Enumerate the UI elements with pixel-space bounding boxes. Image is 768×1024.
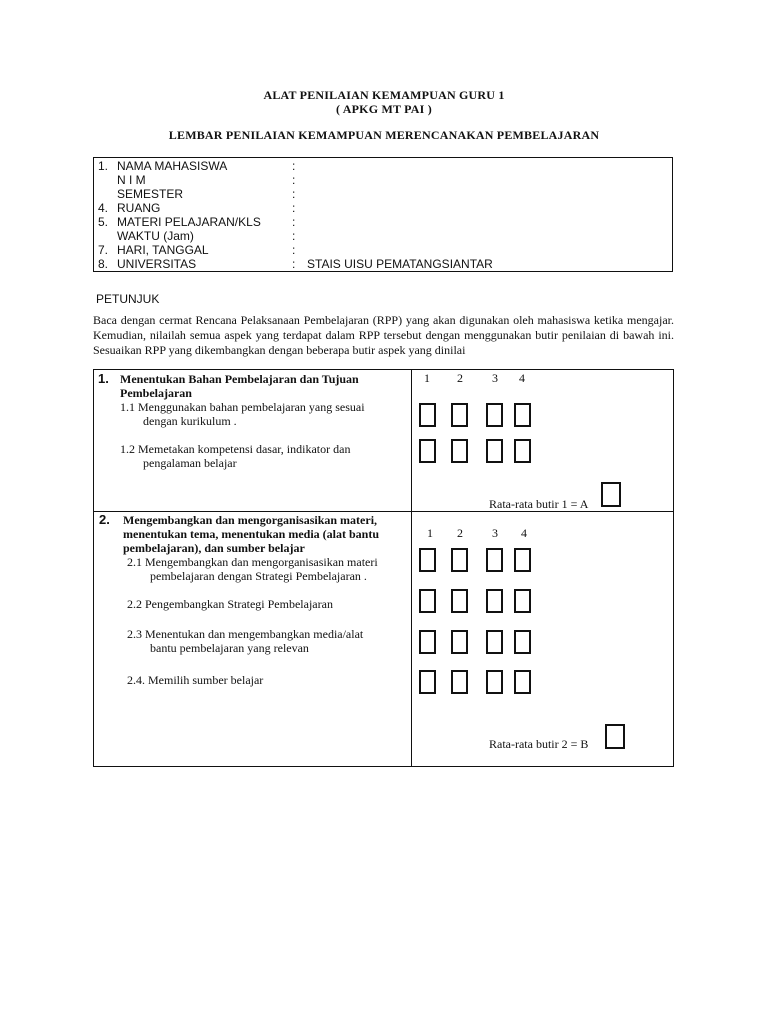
scale-label-1: 1	[424, 371, 430, 385]
row-colon: :	[292, 257, 296, 271]
row-colon: :	[292, 173, 296, 187]
scale-label-2: 2	[457, 371, 463, 385]
score-box-2-2-2[interactable]	[451, 589, 468, 613]
score-box-2-2-3[interactable]	[486, 589, 503, 613]
score-box-2-1-3[interactable]	[486, 548, 503, 572]
score-box-2-2-4[interactable]	[514, 589, 531, 613]
row-label: NAMA MAHASISWA	[117, 159, 228, 173]
form-subtitle: LEMBAR PENILAIAN KEMAMPUAN MERENCANAKAN PEMBELAJARAN	[168, 128, 600, 142]
section-1-average-box[interactable]	[601, 482, 621, 507]
score-box-1-2-2[interactable]	[451, 439, 468, 463]
row-label: SEMESTER	[117, 187, 184, 201]
row-colon: :	[292, 215, 296, 229]
row-number: 8.	[98, 257, 109, 271]
instructions-heading: PETUNJUK	[96, 292, 160, 306]
identity-row-name	[94, 159, 672, 173]
row-colon: :	[292, 187, 296, 201]
section-1-title-line1: Menentukan Bahan Pembelajaran dan Tujuan	[120, 372, 359, 386]
score-box-2-4-3[interactable]	[486, 670, 503, 694]
section-2-average-label: Rata-rata butir 2 = B	[489, 737, 589, 751]
row-label: UNIVERSITAS	[117, 257, 197, 271]
item-2-3-line1: 2.3 Menentukan dan mengembangkan media/alat	[127, 627, 364, 641]
row-label: MATERI PELAJARAN/KLS	[117, 215, 261, 229]
row-label: HARI, TANGGAL	[117, 243, 209, 257]
row-colon: :	[292, 159, 296, 173]
row-number: 4.	[98, 201, 109, 215]
item-1-1-line2: dengan kurikulum .	[143, 414, 237, 428]
item-1-2-line2: pengalaman belajar	[143, 456, 237, 470]
score-box-1-2-3[interactable]	[486, 439, 503, 463]
section-2-average-box[interactable]	[605, 724, 625, 749]
score-box-1-1-1[interactable]	[419, 403, 436, 427]
scale-label-3: 3	[492, 526, 498, 540]
identity-row-universitas	[94, 257, 672, 271]
score-box-2-1-4[interactable]	[514, 548, 531, 572]
section-2-title-line3: pembelajaran), dan sumber belajar	[123, 541, 305, 555]
score-box-1-1-4[interactable]	[514, 403, 531, 427]
instructions-text: Baca dengan cermat Rencana Pelaksanaan Pembelajaran (RPP) yang akan digunakan oleh mahasiswa ketika mengajar. Kemudian, nilailah semua aspek yang terdapat dalam RPP tersebut dengan menggunakan butir penilaian di bawah ini. Sesuaikan RPP yang dikembangkan dengan beberapa butir aspek yang dinilai	[93, 313, 674, 357]
score-box-1-2-4[interactable]	[514, 439, 531, 463]
identity-row-ruang	[94, 201, 672, 215]
section-1-title-line2: Pembelajaran	[120, 386, 192, 400]
section-2-number: 2.	[99, 512, 110, 527]
section-2-title-line2: menentukan tema, menentukan media (alat bantu	[123, 527, 380, 541]
score-box-2-3-4[interactable]	[514, 630, 531, 654]
item-1-1-line1: 1.1 Menggunakan bahan pembelajaran yang sesuai	[120, 400, 365, 414]
row-label: WAKTU (Jam)	[117, 229, 194, 243]
score-box-2-4-1[interactable]	[419, 670, 436, 694]
identity-row-semester	[94, 187, 672, 201]
score-box-2-3-2[interactable]	[451, 630, 468, 654]
identity-row-waktu	[94, 229, 672, 243]
identity-row-hari	[94, 243, 672, 257]
row-label: RUANG	[117, 201, 161, 215]
identity-box	[93, 157, 673, 272]
row-number: 1.	[98, 159, 109, 173]
scale-label-3: 3	[492, 371, 498, 385]
item-2-1-line2: pembelajaran dengan Strategi Pembelajaran .	[150, 569, 367, 583]
item-2-4-line1: 2.4. Memilih sumber belajar	[127, 673, 264, 687]
row-colon: :	[292, 243, 296, 257]
row-label: N I M	[117, 173, 146, 187]
row-value[interactable]: STAIS UISU PEMATANGSIANTAR	[307, 257, 493, 271]
scale-label-4: 4	[521, 526, 527, 540]
section-1-number: 1.	[98, 371, 109, 386]
item-2-2-line1: 2.2 Pengembangkan Strategi Pembelajaran	[127, 597, 333, 611]
row-colon: :	[292, 201, 296, 215]
identity-row-materi	[94, 215, 672, 229]
score-box-2-4-2[interactable]	[451, 670, 468, 694]
item-2-3-line2: bantu pembelajaran yang relevan	[150, 641, 309, 655]
identity-row-nim	[94, 173, 672, 187]
score-box-1-1-2[interactable]	[451, 403, 468, 427]
row-number: 7.	[98, 243, 109, 257]
score-box-2-1-1[interactable]	[419, 548, 436, 572]
item-2-1-line1: 2.1 Mengembangkan dan mengorganisasikan materi	[127, 555, 378, 569]
score-box-1-1-3[interactable]	[486, 403, 503, 427]
score-box-1-2-1[interactable]	[419, 439, 436, 463]
scale-label-2: 2	[457, 526, 463, 540]
scale-label-1: 1	[427, 526, 433, 540]
form-code: ( APKG MT PAI )	[336, 102, 432, 116]
row-number: 5.	[98, 215, 109, 229]
score-box-2-3-1[interactable]	[419, 630, 436, 654]
row-colon: :	[292, 229, 296, 243]
score-box-2-3-3[interactable]	[486, 630, 503, 654]
score-box-2-2-1[interactable]	[419, 589, 436, 613]
item-1-2-line1: 1.2 Memetakan kompetensi dasar, indikator dan	[120, 442, 351, 456]
form-title: ALAT PENILAIAN KEMAMPUAN GURU 1	[263, 88, 505, 102]
section-1-average-label: Rata-rata butir 1 = A	[489, 497, 589, 511]
score-box-2-1-2[interactable]	[451, 548, 468, 572]
section-2-title-line1: Mengembangkan dan mengorganisasikan materi,	[123, 513, 378, 527]
score-box-2-4-4[interactable]	[514, 670, 531, 694]
scale-label-4: 4	[519, 371, 525, 385]
